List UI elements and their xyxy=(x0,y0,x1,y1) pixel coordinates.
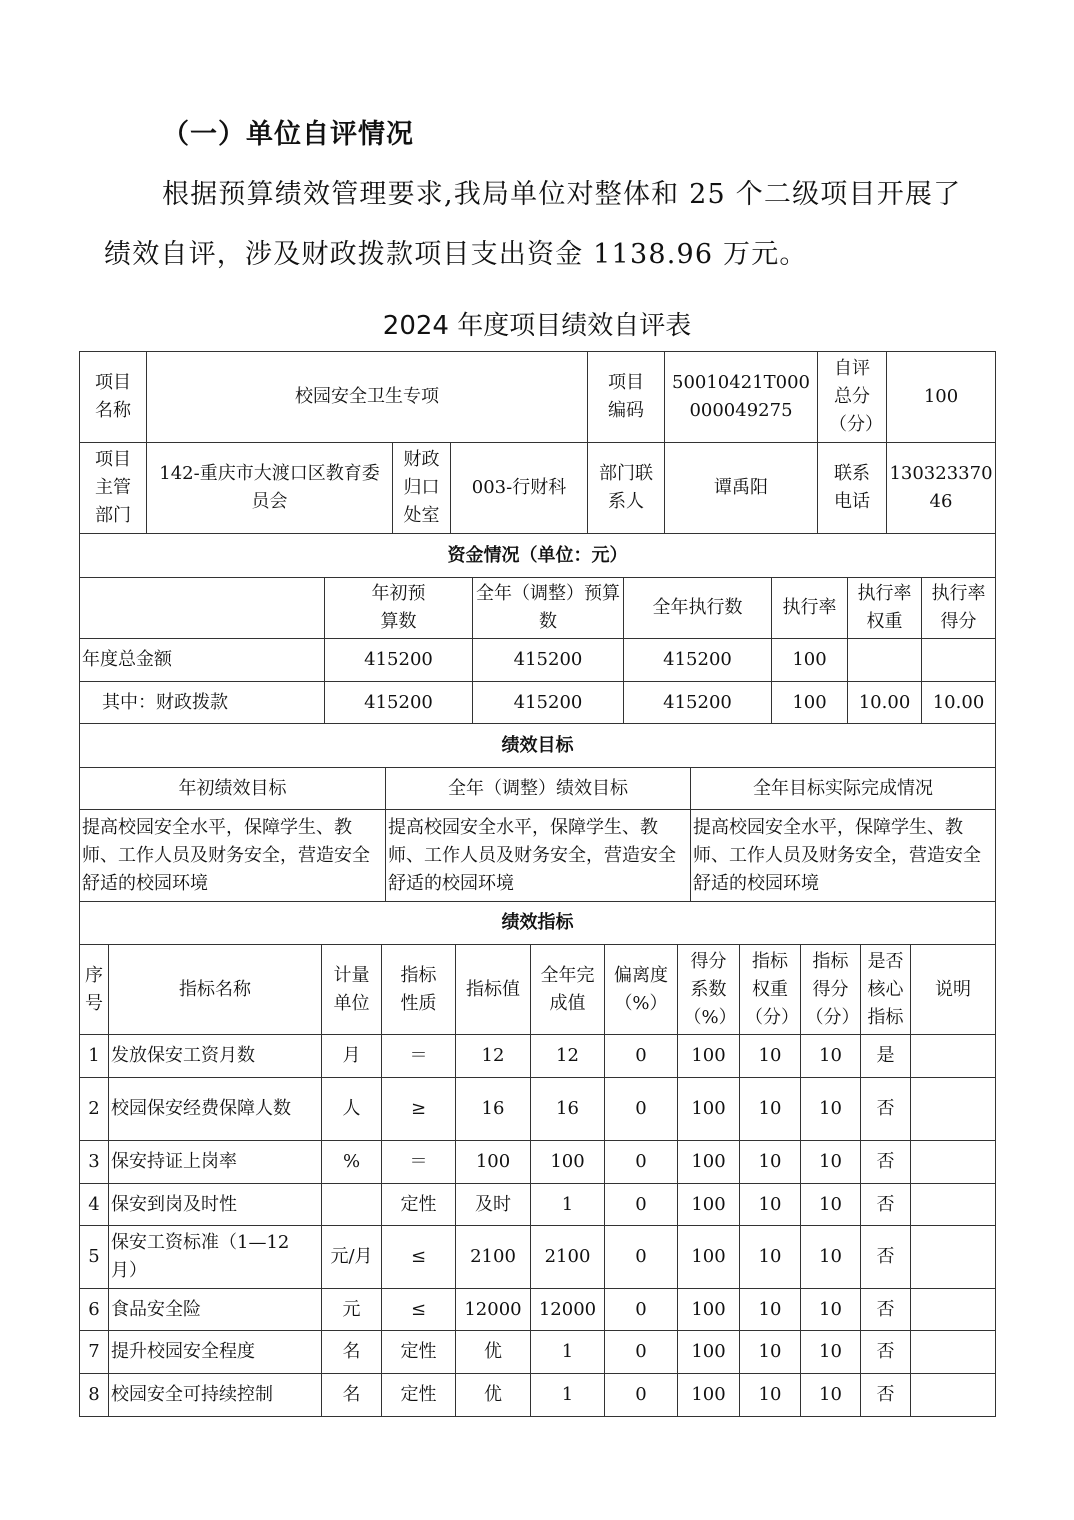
goals-header-1-text: 全年（调整）绩效目标 xyxy=(448,777,628,799)
goals-value-1 xyxy=(385,809,691,902)
project-name-label xyxy=(79,351,147,443)
funds-row-1-cell-3 xyxy=(623,638,772,682)
indicator-row-7-cell-1 xyxy=(108,1330,322,1374)
indicators-title xyxy=(79,901,996,945)
indicator-row-1-cell-0 xyxy=(79,1034,109,1078)
indicator-row-5-cell-8 xyxy=(739,1225,801,1289)
indicator-row-3-cell-11 xyxy=(910,1140,996,1184)
indicator-row-3-cell-3-text: ＝ xyxy=(409,1151,428,1172)
indicator-row-1-cell-7-text: 100 xyxy=(691,1045,726,1066)
funds-header-1 xyxy=(324,577,473,639)
funds-row-2-cell-5 xyxy=(847,681,922,724)
indicator-row-6-cell-6-text: 0 xyxy=(635,1298,647,1320)
funds-header-6 xyxy=(921,577,996,639)
funds-header-4 xyxy=(771,577,848,639)
funds-row-2-cell-5-text: 10.00 xyxy=(858,691,911,713)
indicator-row-3-cell-2-text: % xyxy=(342,1151,361,1172)
dept-value-text: 142-重庆市大渡口区教育委员会 xyxy=(159,463,380,512)
indicator-row-5-cell-1-text: 保安工资标准（1—12月） xyxy=(111,1232,290,1281)
indicator-row-2-cell-6 xyxy=(604,1077,678,1141)
indicator-row-8-cell-7 xyxy=(677,1373,740,1417)
indicator-row-8-cell-9-text: 10 xyxy=(819,1384,842,1405)
indicator-row-6-cell-9-text: 10 xyxy=(819,1298,842,1320)
funds-header-1-text: 年初预算数 xyxy=(371,583,426,632)
indicator-row-8-cell-6-text: 0 xyxy=(635,1384,647,1405)
indicator-row-8-cell-0 xyxy=(79,1373,109,1417)
indicator-row-7-cell-3 xyxy=(381,1330,456,1374)
indicator-row-7-cell-6 xyxy=(604,1330,678,1374)
indicator-row-5-cell-1 xyxy=(108,1225,322,1289)
indicator-row-2-cell-0 xyxy=(79,1077,109,1141)
indicator-row-6-cell-10-text: 否 xyxy=(876,1298,895,1320)
project-code-label xyxy=(587,351,665,443)
indicator-row-3-cell-7-text: 100 xyxy=(691,1151,726,1172)
funds-row-1-cell-4-text: 100 xyxy=(792,649,827,670)
goals-header-2 xyxy=(690,767,996,810)
indicator-row-2-cell-3-text: ≥ xyxy=(410,1098,427,1119)
indicator-row-6-cell-2-text: 元 xyxy=(342,1298,361,1320)
indicator-row-7-cell-10-text: 否 xyxy=(876,1341,895,1362)
indicator-row-1-cell-10 xyxy=(860,1034,911,1078)
indicator-row-5-cell-2-text: 元/月 xyxy=(330,1246,373,1267)
score-label xyxy=(817,351,887,443)
funds-header-5 xyxy=(847,577,922,639)
indicator-row-3-cell-5 xyxy=(530,1140,605,1184)
indicator-row-4-cell-4-text: 及时 xyxy=(475,1193,511,1215)
indicators-header-7-text: 得分系数（%） xyxy=(683,950,737,1028)
funds-row-1-cell-4 xyxy=(771,638,848,682)
goals-header-0 xyxy=(79,767,386,810)
indicator-row-2-cell-8-text: 10 xyxy=(758,1098,782,1119)
indicator-row-1-cell-5 xyxy=(530,1034,605,1078)
indicator-row-6-cell-0 xyxy=(79,1288,109,1331)
indicator-row-7-cell-5-text: 1 xyxy=(561,1341,574,1362)
funds-row-2-cell-0 xyxy=(79,681,325,724)
indicator-row-4-cell-0-text: 4 xyxy=(88,1193,100,1215)
indicators-header-3 xyxy=(381,944,456,1035)
indicator-row-3-cell-5-text: 100 xyxy=(550,1151,585,1172)
indicator-row-3-cell-0 xyxy=(79,1140,109,1184)
finance-office-label xyxy=(392,442,451,534)
indicator-row-7-cell-8 xyxy=(739,1330,801,1374)
paragraph-line-1: 根据预算绩效管理要求,我局单位对整体和 25 个二级项目开展了 xyxy=(162,179,962,210)
indicator-row-5-cell-4-text: 2100 xyxy=(470,1246,516,1267)
indicator-row-8-cell-3 xyxy=(381,1373,456,1417)
indicator-row-5-cell-8-text: 10 xyxy=(758,1246,782,1267)
funds-row-1-cell-0 xyxy=(79,638,325,682)
indicator-row-4-cell-10-text: 否 xyxy=(876,1193,895,1215)
indicator-row-8-cell-9 xyxy=(800,1373,861,1417)
goals-value-2 xyxy=(690,809,996,902)
table-title: 2024 年度项目绩效自评表 xyxy=(382,311,692,341)
phone-value-text: 13032337046 xyxy=(889,463,993,512)
indicator-row-8-cell-4 xyxy=(455,1373,531,1417)
funds-row-1-cell-6 xyxy=(921,638,996,682)
indicators-header-0 xyxy=(79,944,109,1035)
funds-row-1-cell-2-text: 415200 xyxy=(513,649,583,670)
funds-row-2-cell-1 xyxy=(324,681,473,724)
indicator-row-1-cell-4-text: 12 xyxy=(481,1045,505,1066)
indicator-row-1-cell-2 xyxy=(321,1034,382,1078)
indicator-row-5-cell-0-text: 5 xyxy=(88,1246,100,1267)
score-label-text: 自评总分（分） xyxy=(829,358,883,435)
indicator-row-4-cell-10 xyxy=(860,1183,911,1226)
indicator-row-4-cell-1-text: 保安到岗及时性 xyxy=(111,1193,237,1215)
indicators-header-5 xyxy=(530,944,605,1035)
funds-title-text: 资金情况（单位：元） xyxy=(447,544,628,566)
indicator-row-1-cell-0-text: 1 xyxy=(88,1045,100,1066)
indicator-row-5-cell-5-text: 2100 xyxy=(544,1246,591,1267)
indicator-row-4-cell-1 xyxy=(108,1183,322,1226)
indicator-row-2-cell-7-text: 100 xyxy=(691,1098,726,1119)
project-name-value-text: 校园安全卫生专项 xyxy=(295,386,439,407)
indicator-row-8-cell-5 xyxy=(530,1373,605,1417)
indicator-row-2-cell-0-text: 2 xyxy=(88,1098,100,1119)
indicator-row-6-cell-8-text: 10 xyxy=(758,1298,782,1320)
indicator-row-4-cell-0 xyxy=(79,1183,109,1226)
indicator-row-7-cell-0 xyxy=(79,1330,109,1374)
indicators-header-10 xyxy=(860,944,911,1035)
project-code-value xyxy=(664,351,818,443)
funds-header-5-text: 执行率权重 xyxy=(857,583,912,632)
funds-title xyxy=(79,533,996,578)
indicator-row-6-cell-8 xyxy=(739,1288,801,1331)
indicator-row-2-cell-9 xyxy=(800,1077,861,1141)
indicators-header-11 xyxy=(910,944,996,1035)
indicator-row-7-cell-6-text: 0 xyxy=(635,1341,647,1362)
goals-title-text: 绩效目标 xyxy=(501,734,574,756)
indicator-row-3-cell-4-text: 100 xyxy=(475,1151,511,1172)
phone-label-text: 联系电话 xyxy=(834,463,870,512)
indicator-row-6-cell-4-text: 12000 xyxy=(464,1298,522,1320)
goals-header-2-text: 全年目标实际完成情况 xyxy=(753,777,933,799)
indicator-row-1-cell-5-text: 12 xyxy=(556,1045,579,1066)
indicator-row-3-cell-7 xyxy=(677,1140,740,1184)
indicators-header-2-text: 计量单位 xyxy=(333,964,370,1014)
indicator-row-8-cell-8 xyxy=(739,1373,801,1417)
indicator-row-6-cell-5-text: 12000 xyxy=(538,1298,597,1320)
finance-office-value-text: 003-行财科 xyxy=(471,477,567,498)
indicator-row-5-cell-6 xyxy=(604,1225,678,1289)
indicator-row-4-cell-8 xyxy=(739,1183,801,1226)
indicator-row-1-cell-9-text: 10 xyxy=(819,1045,842,1066)
paragraph-line-2: 绩效自评，涉及财政拨款项目支出资金 1138.96 万元。 xyxy=(104,239,808,270)
funds-row-2-cell-6-text: 10.00 xyxy=(932,691,985,713)
indicators-title-text: 绩效指标 xyxy=(501,912,574,933)
indicator-row-8-cell-3-text: 定性 xyxy=(400,1384,437,1405)
indicator-row-2-cell-10-text: 否 xyxy=(876,1098,895,1119)
indicators-header-2 xyxy=(321,944,382,1035)
goals-value-1-text: 提高校园安全水平，保障学生、教师、工作人员及财务安全，营造安全舒适的校园环境 xyxy=(388,816,676,894)
indicator-row-2-cell-4 xyxy=(455,1077,531,1141)
indicator-row-7-cell-2-text: 名 xyxy=(342,1341,361,1362)
indicator-row-7-cell-1-text: 提升校园安全程度 xyxy=(111,1341,255,1362)
indicator-row-4-cell-6 xyxy=(604,1183,678,1226)
indicator-row-2-cell-2-text: 人 xyxy=(342,1098,361,1119)
indicator-row-5-cell-9-text: 10 xyxy=(819,1246,842,1267)
indicator-row-7-cell-4 xyxy=(455,1330,531,1374)
indicators-header-6-text: 偏离度（%） xyxy=(614,964,668,1014)
indicator-row-7-cell-0-text: 7 xyxy=(88,1341,100,1362)
indicator-row-7-cell-8-text: 10 xyxy=(758,1341,782,1362)
indicator-row-5-cell-11 xyxy=(910,1225,996,1289)
indicator-row-3-cell-6 xyxy=(604,1140,678,1184)
indicator-row-3-cell-2 xyxy=(321,1140,382,1184)
indicator-row-2-cell-11 xyxy=(910,1077,996,1141)
indicator-row-6-cell-10 xyxy=(860,1288,911,1331)
indicators-header-8 xyxy=(739,944,801,1035)
indicators-header-8-text: 指标权重（分） xyxy=(745,950,799,1028)
indicator-row-6-cell-6 xyxy=(604,1288,678,1331)
dept-label xyxy=(79,442,147,534)
funds-row-2-cell-4 xyxy=(771,681,848,724)
indicator-row-8-cell-6 xyxy=(604,1373,678,1417)
indicator-row-6-cell-0-text: 6 xyxy=(88,1298,100,1320)
funds-header-2-text: 全年（调整）预算数 xyxy=(476,583,620,632)
indicator-row-8-cell-8-text: 10 xyxy=(758,1384,782,1405)
indicator-row-8-cell-10 xyxy=(860,1373,911,1417)
indicators-header-6 xyxy=(604,944,678,1035)
indicator-row-4-cell-8-text: 10 xyxy=(758,1193,782,1215)
indicator-row-3-cell-3 xyxy=(381,1140,456,1184)
indicator-row-3-cell-10 xyxy=(860,1140,911,1184)
goals-value-0 xyxy=(79,809,386,902)
indicator-row-5-cell-7 xyxy=(677,1225,740,1289)
indicator-row-7-cell-10 xyxy=(860,1330,911,1374)
funds-header-3 xyxy=(623,577,772,639)
indicator-row-3-cell-8 xyxy=(739,1140,801,1184)
indicator-row-1-cell-2-text: 月 xyxy=(342,1045,361,1066)
funds-row-2-cell-3 xyxy=(623,681,772,724)
funds-row-1-cell-0-text: 年度总金额 xyxy=(82,649,172,670)
indicators-header-11-text: 说明 xyxy=(935,978,971,1000)
indicator-row-4-cell-9 xyxy=(800,1183,861,1226)
indicator-row-2-cell-4-text: 16 xyxy=(481,1098,505,1119)
indicators-header-9 xyxy=(800,944,861,1035)
funds-row-2-cell-0-text: 其中：财政拨款 xyxy=(102,691,228,713)
dept-label-text: 项目主管部门 xyxy=(95,449,131,526)
indicator-row-4-cell-3 xyxy=(381,1183,456,1226)
section-heading: （一）单位自评情况 xyxy=(162,119,414,150)
indicator-row-6-cell-5 xyxy=(530,1288,605,1331)
funds-row-1-cell-3-text: 415200 xyxy=(663,649,732,670)
indicator-row-3-cell-1 xyxy=(108,1140,322,1184)
indicator-row-2-cell-1 xyxy=(108,1077,322,1141)
indicators-header-1 xyxy=(108,944,322,1035)
indicator-row-8-cell-0-text: 8 xyxy=(88,1384,100,1405)
indicator-row-3-cell-9 xyxy=(800,1140,861,1184)
indicator-row-7-cell-9 xyxy=(800,1330,861,1374)
indicator-row-5-cell-4 xyxy=(455,1225,531,1289)
indicator-row-2-cell-2 xyxy=(321,1077,382,1141)
indicators-header-1-text: 指标名称 xyxy=(179,978,251,1000)
indicator-row-8-cell-2-text: 名 xyxy=(342,1384,361,1405)
indicator-row-2-cell-10 xyxy=(860,1077,911,1141)
indicator-row-1-cell-8 xyxy=(739,1034,801,1078)
indicator-row-2-cell-3 xyxy=(381,1077,456,1141)
indicator-row-4-cell-11 xyxy=(910,1183,996,1226)
indicator-row-6-cell-7 xyxy=(677,1288,740,1331)
indicator-row-3-cell-4 xyxy=(455,1140,531,1184)
dept-value xyxy=(146,442,393,534)
funds-row-2-cell-2 xyxy=(472,681,624,724)
indicators-header-7 xyxy=(677,944,740,1035)
contact-value xyxy=(664,442,818,534)
indicator-row-3-cell-8-text: 10 xyxy=(758,1151,782,1172)
indicator-row-6-cell-3 xyxy=(381,1288,456,1331)
contact-value-text: 谭禹阳 xyxy=(714,477,768,498)
indicator-row-1-cell-1-text: 发放保安工资月数 xyxy=(111,1045,255,1066)
indicator-row-2-cell-5 xyxy=(530,1077,605,1141)
indicator-row-3-cell-10-text: 否 xyxy=(876,1151,895,1172)
indicator-row-3-cell-0-text: 3 xyxy=(88,1151,100,1172)
funds-row-2-cell-2-text: 415200 xyxy=(513,691,583,713)
indicator-row-4-cell-9-text: 10 xyxy=(819,1193,842,1215)
indicator-row-8-cell-1 xyxy=(108,1373,322,1417)
contact-label xyxy=(587,442,665,534)
indicator-row-8-cell-7-text: 100 xyxy=(691,1384,726,1405)
funds-header-2 xyxy=(472,577,624,639)
indicator-row-2-cell-5-text: 16 xyxy=(556,1098,579,1119)
indicator-row-6-cell-1-text: 食品安全险 xyxy=(111,1298,201,1320)
indicator-row-1-cell-8-text: 10 xyxy=(758,1045,782,1066)
funds-header-6-text: 执行率得分 xyxy=(931,583,986,632)
funds-row-1-cell-1-text: 415200 xyxy=(364,649,433,670)
indicator-row-5-cell-3-text: ≤ xyxy=(410,1246,427,1267)
indicator-row-5-cell-10 xyxy=(860,1225,911,1289)
project-name-value xyxy=(146,351,588,443)
indicator-row-4-cell-4 xyxy=(455,1183,531,1226)
indicator-row-4-cell-5-text: 1 xyxy=(561,1193,574,1215)
funds-row-2-cell-4-text: 100 xyxy=(792,691,827,713)
indicator-row-5-cell-5 xyxy=(530,1225,605,1289)
indicator-row-1-cell-10-text: 是 xyxy=(876,1045,895,1066)
indicators-header-0-text: 序号 xyxy=(85,964,103,1014)
indicator-row-3-cell-6-text: 0 xyxy=(635,1151,647,1172)
indicator-row-5-cell-3 xyxy=(381,1225,456,1289)
phone-label xyxy=(817,442,887,534)
indicator-row-8-cell-5-text: 1 xyxy=(561,1384,574,1405)
indicator-row-5-cell-7-text: 100 xyxy=(691,1246,726,1267)
indicator-row-2-cell-1-text: 校园保安经费保障人数 xyxy=(111,1098,291,1119)
score-value-text: 100 xyxy=(923,386,959,407)
indicators-header-10-text: 是否核心指标 xyxy=(867,950,904,1028)
indicator-row-1-cell-9 xyxy=(800,1034,861,1078)
indicator-row-2-cell-9-text: 10 xyxy=(819,1098,842,1119)
indicator-row-6-cell-7-text: 100 xyxy=(691,1298,726,1320)
indicator-row-4-cell-2 xyxy=(321,1183,382,1226)
indicator-row-1-cell-1 xyxy=(108,1034,322,1078)
goals-value-0-text: 提高校园安全水平，保障学生、教师、工作人员及财务安全，营造安全舒适的校园环境 xyxy=(82,816,370,894)
score-value xyxy=(886,351,996,443)
indicator-row-4-cell-5 xyxy=(530,1183,605,1226)
finance-office-label-text: 财政归口处室 xyxy=(403,449,440,526)
indicators-header-5-text: 全年完成值 xyxy=(540,964,595,1014)
indicator-row-6-cell-2 xyxy=(321,1288,382,1331)
indicator-row-4-cell-7 xyxy=(677,1183,740,1226)
indicator-row-1-cell-7 xyxy=(677,1034,740,1078)
indicator-row-6-cell-3-text: ≤ xyxy=(410,1298,427,1320)
funds-row-1-cell-2 xyxy=(472,638,624,682)
indicator-row-7-cell-7 xyxy=(677,1330,740,1374)
indicators-header-3-text: 指标性质 xyxy=(400,964,437,1014)
indicator-row-8-cell-2 xyxy=(321,1373,382,1417)
indicator-row-1-cell-11 xyxy=(910,1034,996,1078)
project-code-label-text: 项目编码 xyxy=(608,372,644,421)
indicator-row-8-cell-11 xyxy=(910,1373,996,1417)
indicator-row-8-cell-1-text: 校园安全可持续控制 xyxy=(111,1384,273,1405)
indicators-header-4-text: 指标值 xyxy=(466,978,520,1000)
indicator-row-8-cell-10-text: 否 xyxy=(876,1384,895,1405)
goals-header-0-text: 年初绩效目标 xyxy=(178,777,287,799)
indicator-row-5-cell-10-text: 否 xyxy=(876,1246,895,1267)
funds-header-3-text: 全年执行数 xyxy=(652,597,743,618)
indicator-row-2-cell-7 xyxy=(677,1077,740,1141)
indicator-row-7-cell-9-text: 10 xyxy=(819,1341,842,1362)
goals-header-1 xyxy=(385,767,691,810)
indicator-row-1-cell-3 xyxy=(381,1034,456,1078)
indicator-row-5-cell-6-text: 0 xyxy=(635,1246,647,1267)
indicator-row-2-cell-8 xyxy=(739,1077,801,1141)
funds-header-4-text: 执行率 xyxy=(782,597,837,618)
project-name-label-text: 项目名称 xyxy=(95,372,131,421)
funds-row-1-cell-5 xyxy=(847,638,922,682)
goals-value-2-text: 提高校园安全水平，保障学生、教师、工作人员及财务安全，营造安全舒适的校园环境 xyxy=(693,816,981,894)
indicator-row-1-cell-6 xyxy=(604,1034,678,1078)
indicator-row-3-cell-1-text: 保安持证上岗率 xyxy=(111,1151,237,1172)
funds-row-1-cell-1 xyxy=(324,638,473,682)
indicator-row-2-cell-6-text: 0 xyxy=(635,1098,647,1119)
indicator-row-6-cell-4 xyxy=(455,1288,531,1331)
indicators-header-4 xyxy=(455,944,531,1035)
indicator-row-6-cell-11 xyxy=(910,1288,996,1331)
contact-label-text: 部门联系人 xyxy=(599,463,653,512)
funds-row-2-cell-3-text: 415200 xyxy=(663,691,732,713)
indicator-row-1-cell-4 xyxy=(455,1034,531,1078)
indicator-row-4-cell-3-text: 定性 xyxy=(400,1193,437,1215)
indicator-row-6-cell-1 xyxy=(108,1288,322,1331)
funds-row-2-cell-1-text: 415200 xyxy=(364,691,433,713)
finance-office-value xyxy=(450,442,588,534)
indicator-row-7-cell-3-text: 定性 xyxy=(400,1341,437,1362)
indicator-row-1-cell-3-text: ＝ xyxy=(409,1045,428,1066)
indicator-row-8-cell-4-text: 优 xyxy=(484,1384,502,1405)
indicator-row-5-cell-9 xyxy=(800,1225,861,1289)
funds-header-0 xyxy=(79,577,325,639)
indicator-row-3-cell-9-text: 10 xyxy=(819,1151,842,1172)
indicator-row-4-cell-6-text: 0 xyxy=(635,1193,647,1215)
indicator-row-5-cell-2 xyxy=(321,1225,382,1289)
project-code-value-text: 50010421T000000049275 xyxy=(672,372,810,421)
goals-title xyxy=(79,723,996,768)
indicators-header-9-text: 指标得分（分） xyxy=(805,950,860,1028)
indicator-row-7-cell-4-text: 优 xyxy=(484,1341,502,1362)
indicator-row-5-cell-0 xyxy=(79,1225,109,1289)
indicator-row-7-cell-7-text: 100 xyxy=(691,1341,726,1362)
indicator-row-6-cell-9 xyxy=(800,1288,861,1331)
indicator-row-7-cell-2 xyxy=(321,1330,382,1374)
indicator-row-7-cell-5 xyxy=(530,1330,605,1374)
indicator-row-7-cell-11 xyxy=(910,1330,996,1374)
indicator-row-4-cell-7-text: 100 xyxy=(691,1193,726,1215)
funds-row-2-cell-6 xyxy=(921,681,996,724)
phone-value xyxy=(886,442,996,534)
indicator-row-1-cell-6-text: 0 xyxy=(635,1045,647,1066)
